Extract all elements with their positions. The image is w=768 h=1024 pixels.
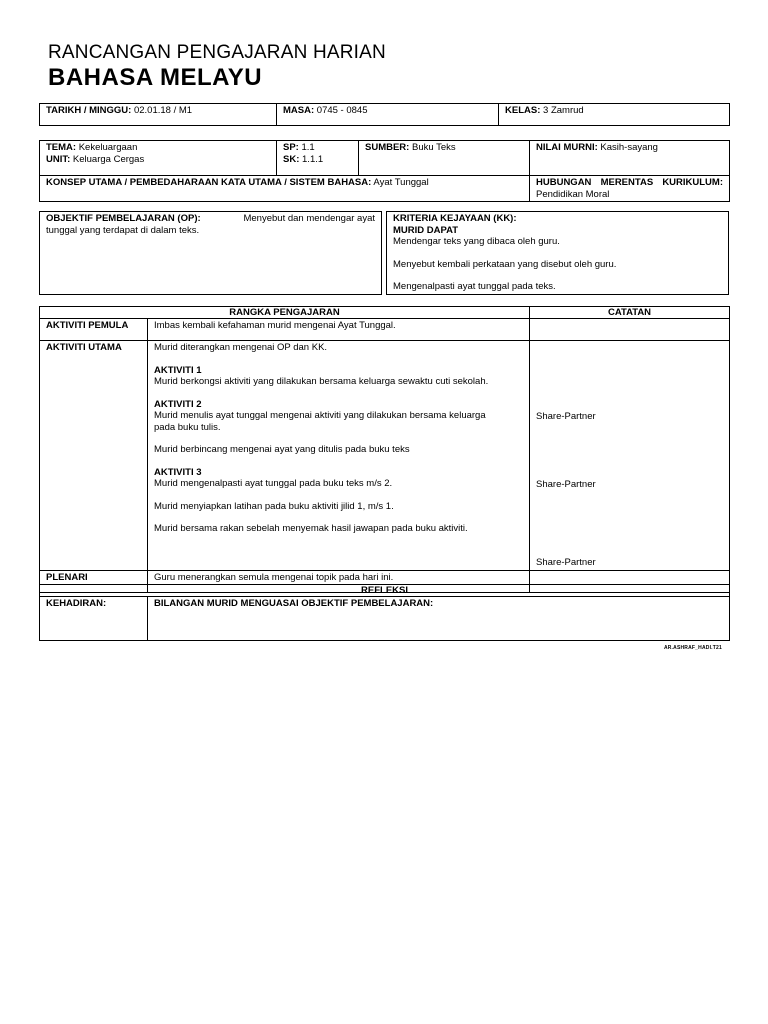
catatan-note: Share-Partner (536, 411, 596, 422)
refleksi-header: REFLEKSI (40, 585, 730, 597)
kelas-label: KELAS: (505, 105, 541, 116)
kriteria-label: KRITERIA KEJAYAAN (KK): (393, 213, 517, 224)
konsep-value: Ayat Tunggal (373, 177, 429, 188)
hubungan-value: Pendidikan Moral (536, 188, 610, 200)
plenari-label: PLENARI (46, 571, 88, 583)
aktiviti-3-text: Murid bersama rakan sebelah menyemak hasil jawapan pada buku aktiviti. (154, 523, 468, 534)
aktiviti-2-text: Murid berbincang mengenai ayat yang ditulis pada buku teks (154, 444, 410, 455)
aktiviti-3-text: Murid menyiapkan latihan pada buku aktiviti jilid 1, m/s 1. (154, 500, 394, 512)
tema-value: Kekeluargaan (78, 142, 138, 153)
rangka-table (39, 306, 730, 593)
utama-content (148, 341, 530, 571)
pemula-text: Imbas kembali kefahaman murid mengenai Ayat Tunggal. (148, 319, 530, 341)
unit-value: Keluarga Cergas (72, 153, 145, 165)
sp-value: 1.1 (301, 142, 315, 153)
kelas-value: 3 Zamrud (543, 105, 584, 116)
pemula-label: AKTIVITI PEMULA (46, 320, 129, 331)
sp-cell (277, 141, 359, 176)
masa-value: 0745 - 0845 (316, 105, 368, 116)
hubungan-cell (530, 176, 730, 202)
kehadiran-cell (40, 597, 148, 641)
sumber-label: SUMBER: (365, 142, 410, 153)
kriteria-item: Mengenalpasti ayat tunggal pada teks. (393, 281, 556, 292)
tarikh-value: 02.01.18 / M1 (133, 105, 193, 116)
catatan-note: Share-Partner (536, 557, 596, 568)
aktiviti-2-text: Murid menulis ayat tunggal mengenai aktiviti yang dilakukan bersama keluarga (154, 410, 486, 421)
objektif-label: OBJEKTIF PEMBELAJARAN (OP): (46, 213, 201, 224)
aktiviti-3-title: AKTIVITI 3 (154, 466, 202, 478)
objective-table (39, 211, 729, 295)
hubungan-word-3: KURIKULUM: (662, 177, 723, 188)
doc-title-line1: RANCANGAN PENGAJARAN HARIAN (48, 42, 386, 63)
masa-cell (277, 104, 499, 126)
konsep-cell (40, 176, 530, 202)
sumber-value: Buku Teks (411, 142, 456, 153)
utama-label-cell (40, 341, 148, 571)
objektif-text-1: Menyebut dan mendengar ayat (243, 213, 375, 224)
catatan-note: Share-Partner (536, 478, 596, 490)
sumber-cell (359, 141, 530, 176)
pemula-note (530, 319, 730, 341)
hubungan-word-2: MERENTAS (600, 177, 654, 188)
sp-label: SP: (283, 142, 299, 153)
utama-intro: Murid diterangkan mengenai OP dan KK. (154, 342, 328, 353)
author-signature: AR.ASHRAF_HADI.T21 (663, 645, 722, 651)
kriteria-cell (386, 211, 729, 295)
sk-label: SK: (283, 153, 300, 165)
objektif-text-2: tunggal yang terdapat di dalam teks. (46, 224, 200, 236)
masa-label: MASA: (283, 105, 315, 116)
bilangan-cell (148, 597, 730, 641)
nilai-cell (530, 141, 730, 176)
tarikh-label: TARIKH / MINGGU: (46, 105, 132, 116)
aktiviti-2-title: AKTIVITI 2 (154, 398, 202, 410)
info-table-date (39, 103, 730, 126)
plenari-text: Guru menerangkan semula mengenai topik pada hari ini. (148, 570, 530, 592)
catatan-header: CATATAN (530, 307, 730, 319)
tema-cell (40, 141, 277, 176)
sk-value: 1.1.1 (302, 153, 324, 165)
aktiviti-1-text: Murid berkongsi aktiviti yang dilakukan bersama keluarga sewaktu cuti sekolah. (154, 376, 489, 387)
hubungan-label (536, 177, 723, 189)
utama-label: AKTIVITI UTAMA (46, 342, 122, 353)
murid-dapat-label: MURID DAPAT (393, 224, 459, 236)
bilangan-label: BILANGAN MURID MENGUASAI OBJEKTIF PEMBELAJARAN: (154, 598, 434, 609)
kriteria-item: Mendengar teks yang dibaca oleh guru. (393, 236, 560, 247)
objektif-line1 (46, 213, 375, 225)
aktiviti-1-title: AKTIVITI 1 (154, 364, 202, 376)
kriteria-item: Menyebut kembali perkataan yang disebut oleh guru. (393, 258, 617, 270)
kehadiran-label: KEHADIRAN: (46, 598, 107, 609)
hubungan-word-1: HUBUNGAN (536, 177, 592, 188)
nilai-label: NILAI MURNI: (536, 142, 598, 153)
unit-label: UNIT: (46, 153, 71, 165)
info-table-lesson (39, 140, 730, 202)
doc-title-subject: BAHASA MELAYU (48, 64, 263, 91)
aktiviti-3-text: Murid mengenalpasti ayat tunggal pada buku teks m/s 2. (154, 478, 393, 489)
kelas-cell (499, 104, 730, 126)
nilai-value: Kasih-sayang (600, 142, 658, 153)
konsep-label: KONSEP UTAMA / PEMBEDAHARAAN KATA UTAMA / SISTEM BAHASA: (46, 177, 372, 188)
aktiviti-2-text: pada buku tulis. (154, 421, 221, 433)
rangka-header: RANGKA PENGAJARAN (40, 307, 530, 319)
utama-notes (530, 341, 730, 571)
pemula-label-cell (40, 319, 148, 341)
refleksi-table (39, 584, 730, 641)
tarikh-cell (40, 104, 277, 126)
objektif-cell (39, 211, 382, 295)
tema-label: TEMA: (46, 142, 77, 153)
